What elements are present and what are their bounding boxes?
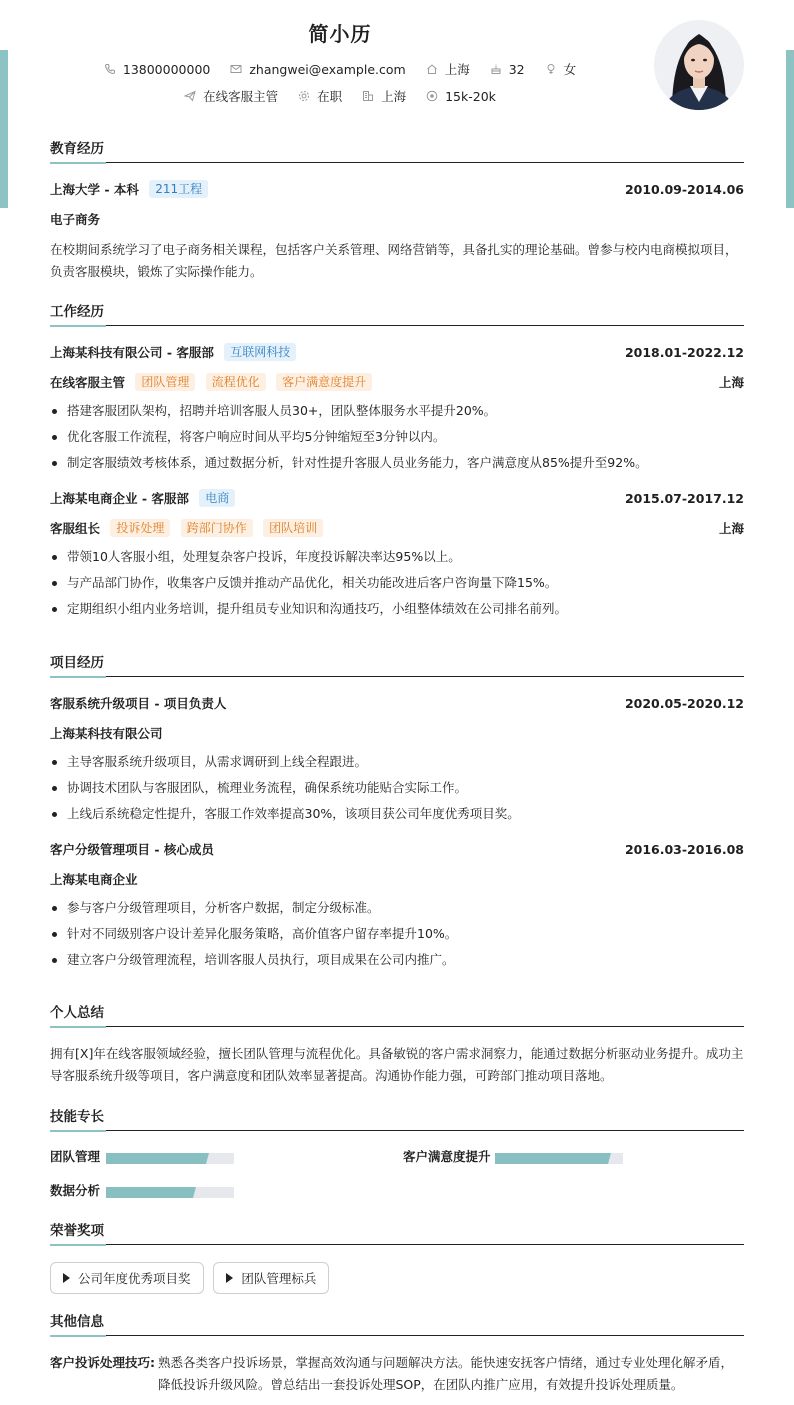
- job-bullets: [50, 544, 744, 622]
- phone-item: [104, 62, 210, 77]
- job-period: 2015.07-2017.12: [624, 491, 744, 506]
- status-item: [298, 87, 342, 105]
- skills-section: [50, 1107, 744, 1207]
- project-bullets: [50, 749, 744, 827]
- school-tag: 211工程: [149, 180, 208, 198]
- job-position: 客服组长: [50, 521, 101, 536]
- other-title: 其他信息: [50, 1312, 744, 1336]
- projects-title: 项目经历: [50, 653, 744, 677]
- project-header-row: [50, 689, 744, 719]
- skill-name: 数据分析: [50, 1183, 101, 1198]
- other-text: 熟悉各类客户投诉场景，掌握高效沟通与问题解决方法。能快速安抚客户情绪，通过专业处理化解矛盾，降低投诉升级风险。曾总结出一套投诉处理SOP，在团队内推广应用，有效提升投诉处理质量。: [158, 1355, 734, 1392]
- education-section: [50, 139, 744, 283]
- list-item: 针对不同级别客户设计差异化服务策略，高价值客户留存率提升10%。: [50, 921, 744, 947]
- job-company: 上海某科技有限公司 - 客服部: [50, 345, 214, 360]
- job-skill-tag: 投诉处理: [110, 519, 170, 537]
- project-period: 2020.05-2020.12: [624, 696, 744, 711]
- list-item: 协调技术团队与客服团队，梳理业务流程，确保系统功能贴合实际工作。: [50, 775, 744, 801]
- major-name: 电子商务: [50, 212, 101, 227]
- job-bullets: [50, 398, 744, 476]
- other-section: [50, 1312, 744, 1396]
- list-item: 与产品部门协作，收集客户反馈并推动产品优化，相关功能改进后客户咨询量下降15%。: [50, 570, 744, 596]
- contact-row: [0, 60, 680, 78]
- summary-section: [50, 1003, 744, 1087]
- job-city: 上海: [718, 521, 744, 536]
- phone-text: 13800000000: [122, 61, 211, 77]
- gender-text: 女: [563, 62, 577, 77]
- education-desc: 在校期间系统学习了电子商务相关课程，包括客户关系管理、网络营销等，具备扎实的理论基础。曾参与校内电商模拟项目，负责客服模块，锻炼了实际操作能力。: [50, 242, 738, 279]
- email-text: zhangwei@example.com: [249, 61, 406, 77]
- skill-name: 团队管理: [50, 1149, 101, 1164]
- city-item: [362, 87, 406, 105]
- play-icon: [63, 1273, 70, 1283]
- skill-level-bar: [106, 1187, 234, 1198]
- job-period: 2018.01-2022.12: [624, 345, 744, 360]
- skill-level-fill: [106, 1153, 206, 1164]
- skill-item: [403, 1147, 491, 1167]
- education-header-row: [50, 175, 744, 205]
- skill-item: [50, 1181, 100, 1201]
- cake-icon: [490, 63, 502, 75]
- intention-row: [0, 87, 680, 105]
- list-item: 主导客服系统升级项目，从需求调研到上线全程跟进。: [50, 749, 744, 775]
- home-icon: [426, 63, 438, 75]
- salary-item: [426, 89, 496, 104]
- job-skill-tag: 团队培训: [263, 519, 323, 537]
- project-company-row: [50, 719, 744, 749]
- list-item: 优化客服工作流程，将客户响应时间从平均5分钟缩短至3分钟以内。: [50, 424, 744, 450]
- award-label: 团队管理标兵: [241, 1271, 317, 1286]
- city-text: 上海: [381, 89, 407, 104]
- project-company: 上海某电商企业: [50, 872, 138, 887]
- skill-level-fill: [106, 1187, 193, 1198]
- candidate-name: 简小历: [308, 22, 372, 46]
- gender-item: [545, 60, 577, 78]
- skill-level-bar: [495, 1153, 623, 1164]
- summary-text: 拥有[X]年在线客服领域经验，擅长团队管理与流程优化。具备敏锐的客户需求洞察力，能通过数据分析驱动业务提升。成功主导客服系统升级等项目，客户满意度和团队效率显著提高。沟通协作能力强，可跨部门推动项目落地。: [50, 1046, 744, 1083]
- project-name: 客户分级管理项目 - 核心成员: [50, 842, 214, 857]
- location-text: 上海: [444, 62, 470, 77]
- other-label: 客户投诉处理技巧:: [50, 1355, 155, 1370]
- list-item: 定期组织小组内业务培训，提升组员专业知识和沟通技巧，小组整体绩效在公司排名前列。: [50, 596, 744, 622]
- send-icon: [184, 90, 196, 102]
- project-company-row: [50, 865, 744, 895]
- projects-section: [50, 653, 744, 973]
- job-header-row: [50, 338, 744, 368]
- building-icon: [362, 90, 374, 102]
- skill-level-fill: [495, 1153, 608, 1164]
- skills-title: 技能专长: [50, 1107, 744, 1131]
- job-industry-tag: 电商: [199, 489, 235, 507]
- job-skill-tag: 流程优化: [206, 373, 266, 391]
- project-period: 2016.03-2016.08: [624, 842, 744, 857]
- skill-name: 客户满意度提升: [403, 1149, 491, 1164]
- summary-title: 个人总结: [50, 1003, 744, 1027]
- list-item: 搭建客服团队架构，招聘并培训客服人员30+，团队整体服务水平提升20%。: [50, 398, 744, 424]
- award-chip: [213, 1262, 329, 1294]
- salary-text: 15k-20k: [445, 88, 496, 104]
- awards-list: [50, 1262, 744, 1294]
- job-skill-tag: 团队管理: [135, 373, 195, 391]
- skill-item: [50, 1147, 100, 1167]
- job-header-row: [50, 484, 744, 514]
- list-item: 带领10人客服小组，处理复杂客户投诉，年度投诉解决率达95%以上。: [50, 544, 744, 570]
- award-chip: [50, 1262, 204, 1294]
- education-title: 教育经历: [50, 139, 744, 163]
- job-industry-tag: 互联网科技: [224, 343, 296, 361]
- age-text: 32: [508, 61, 525, 77]
- play-icon: [226, 1273, 233, 1283]
- awards-section: [50, 1221, 744, 1294]
- coin-icon: [426, 90, 438, 102]
- gear-icon: [298, 90, 310, 102]
- project-header-row: [50, 835, 744, 865]
- job-skill-tag: 跨部门协作: [181, 519, 253, 537]
- mail-icon: [230, 63, 242, 75]
- position-item: [184, 87, 278, 105]
- list-item: 上线后系统稳定性提升，客服工作效率提高30%，该项目获公司年度优秀项目奖。: [50, 801, 744, 827]
- award-label: 公司年度优秀项目奖: [78, 1271, 191, 1286]
- avatar: [654, 20, 744, 110]
- status-text: 在职: [317, 89, 343, 104]
- job-city: 上海: [718, 375, 744, 390]
- location-item: [426, 60, 470, 78]
- work-title: 工作经历: [50, 302, 744, 326]
- education-period: 2010.09-2014.06: [624, 182, 744, 197]
- email-item: [230, 62, 405, 77]
- job-company: 上海某电商企业 - 客服部: [50, 491, 189, 506]
- job-skill-tag: 客户满意度提升: [276, 373, 372, 391]
- major-row: [50, 205, 744, 235]
- list-item: 制定客服绩效考核体系，通过数据分析，针对性提升客服人员业务能力，客户满意度从85%提升至92%。: [50, 450, 744, 476]
- project-company: 上海某科技有限公司: [50, 726, 163, 741]
- work-section: [50, 302, 744, 622]
- project-bullets: [50, 895, 744, 973]
- list-item: 建立客户分级管理流程，培训客服人员执行，项目成果在公司内推广。: [50, 947, 744, 973]
- phone-icon: [104, 63, 116, 75]
- other-item: [50, 1352, 744, 1396]
- position-text: 在线客服主管: [203, 89, 279, 104]
- resume-header: [0, 0, 794, 120]
- project-name: 客服系统升级项目 - 项目负责人: [50, 696, 227, 711]
- gender-icon: [545, 63, 557, 75]
- skill-level-bar: [106, 1153, 234, 1164]
- awards-title: 荣誉奖项: [50, 1221, 744, 1245]
- job-position-row: [50, 514, 744, 544]
- age-item: [490, 62, 525, 77]
- job-position: 在线客服主管: [50, 375, 126, 390]
- school-name: 上海大学 - 本科: [50, 182, 139, 197]
- job-position-row: [50, 368, 744, 398]
- list-item: 参与客户分级管理项目，分析客户数据，制定分级标准。: [50, 895, 744, 921]
